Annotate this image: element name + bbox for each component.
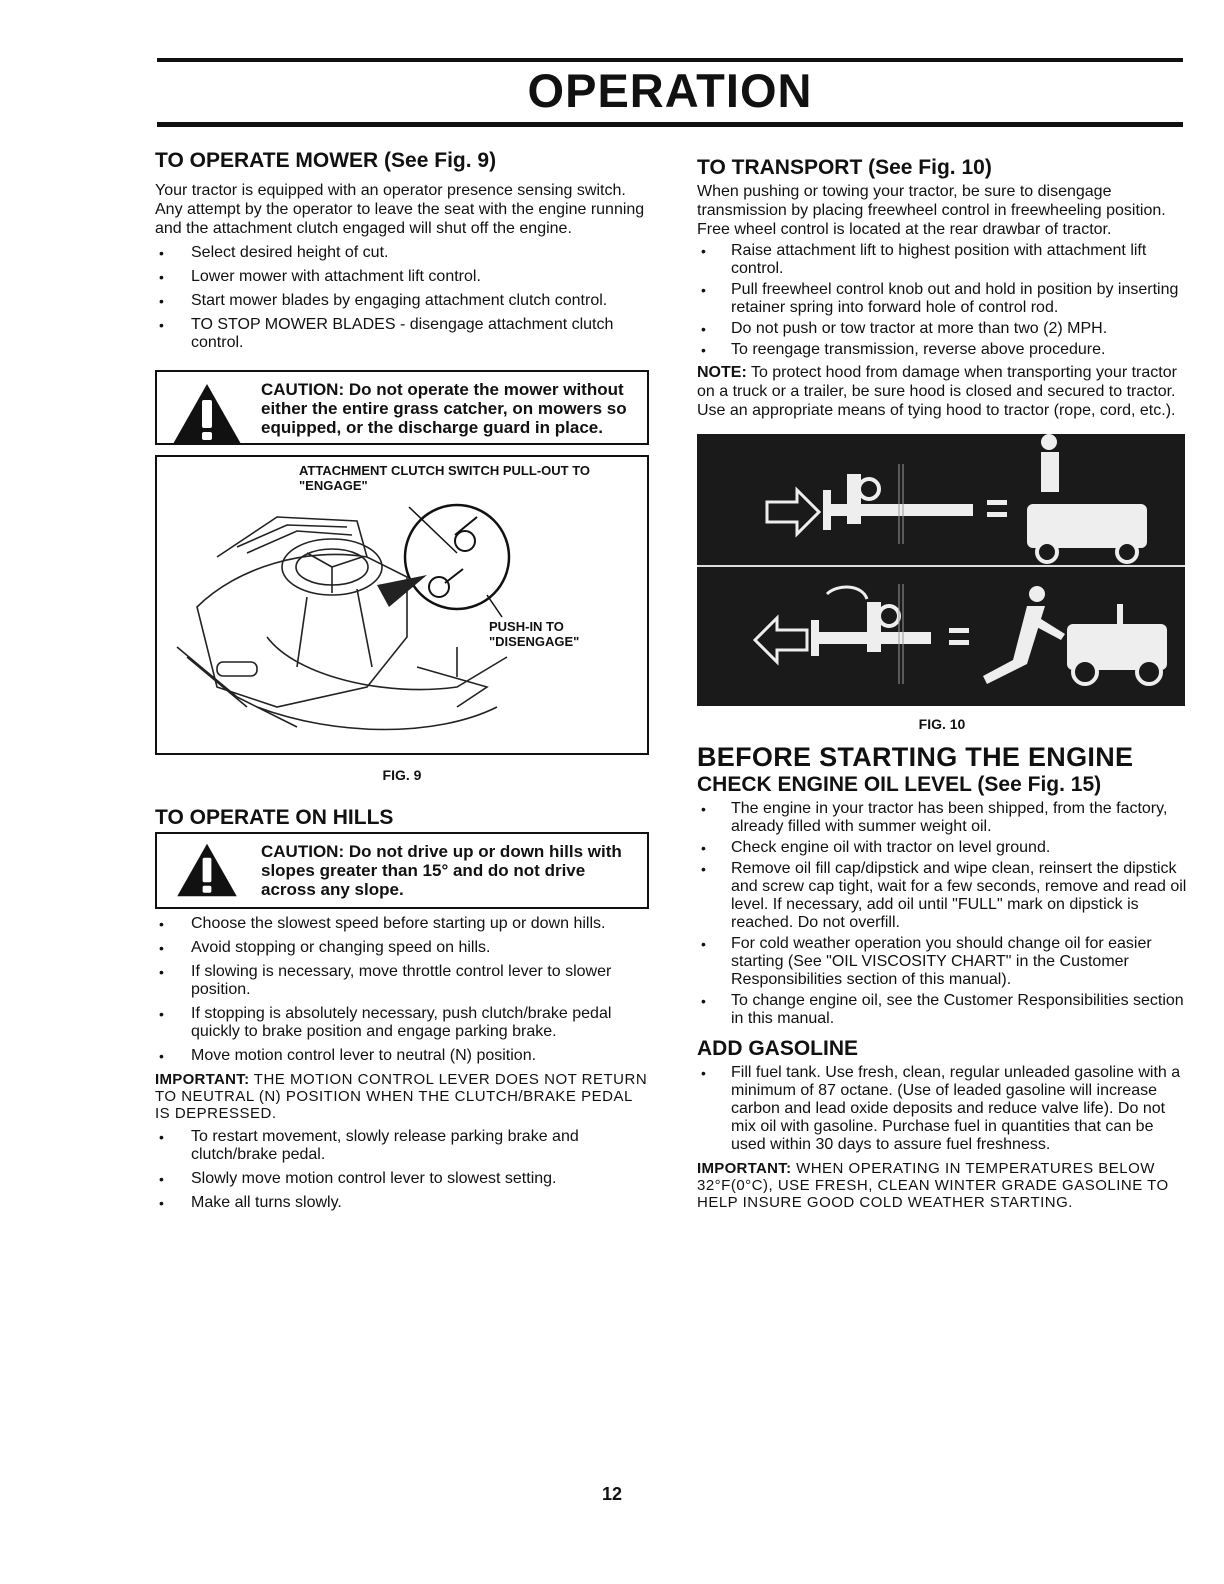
mower-heading: TO OPERATE MOWER (See Fig. 9) bbox=[155, 149, 497, 172]
fig9-callout-engage: ATTACHMENT CLUTCH SWITCH PULL-OUT TO "ENGAGE" bbox=[299, 463, 591, 493]
important-text: WHEN OPERATING IN TEMPERATURES BELOW 32°F(0°C), USE FRESH, CLEAN WINTER GRADE GASOLINE TO HELP INSURE GOOD COLD WEATHER STARTING. bbox=[697, 1160, 1169, 1211]
mower-caution-text: CAUTION: Do not operate the mower without either the entire grass catcher, on mowers so equipped, or the discharge guard in place. bbox=[261, 380, 627, 437]
list-item: • Remove oil fill cap/dipstick and wipe clean, reinsert the dipstick and screw cap tight, wait for a few seconds, remove and read oil level. If necessary, add oil until "FULL" mark on dipstick is reached. Do not overfill. bbox=[697, 860, 1187, 932]
list-item: • The engine in your tractor has been shipped, from the factory, already filled with summer weight oil. bbox=[697, 800, 1187, 836]
list-item: • To restart movement, slowly release parking brake and clutch/brake pedal. bbox=[155, 1128, 649, 1164]
hills-heading: TO OPERATE ON HILLS bbox=[155, 806, 394, 829]
hills-caution-text: CAUTION: Do not drive up or down hills with slopes greater than 15° and do not drive across any slope. bbox=[261, 842, 622, 899]
right-column bbox=[697, 155, 1187, 1211]
before-starting-heading: BEFORE STARTING THE ENGINE bbox=[697, 742, 1134, 772]
gasoline-heading: ADD GASOLINE bbox=[697, 1037, 859, 1060]
warning-triangle-icon bbox=[171, 842, 243, 898]
list-item: • To reengage transmission, reverse above procedure. bbox=[697, 341, 1187, 359]
list-item: • To change engine oil, see the Customer Responsibilities section in this manual. bbox=[697, 992, 1187, 1028]
important-label: IMPORTANT: bbox=[697, 1160, 792, 1177]
transport-intro: When pushing or towing your tractor, be sure to disengage transmission by placing freewheel control in freewheeling position. Free wheel control is located at the rear drawbar of tractor. bbox=[697, 183, 1166, 238]
list-item: • Choose the slowest speed before starting up or down hills. bbox=[155, 915, 649, 933]
fig10-figure bbox=[697, 434, 1185, 706]
gasoline-important bbox=[697, 1160, 1187, 1211]
transport-steps bbox=[697, 242, 1187, 359]
list-item: • Raise attachment lift to highest position with attachment lift control. bbox=[697, 242, 1187, 278]
hills-caution-box bbox=[155, 832, 649, 909]
list-item: • Make all turns slowly. bbox=[155, 1194, 649, 1212]
list-item: • Move motion control lever to neutral (N) position. bbox=[155, 1047, 649, 1065]
list-item: • Select desired height of cut. bbox=[155, 244, 649, 262]
list-item: • Start mower blades by engaging attachment clutch control. bbox=[155, 292, 649, 310]
list-item: • Lower mower with attachment lift control. bbox=[155, 268, 649, 286]
list-item: • If slowing is necessary, move throttle control lever to slower position. bbox=[155, 963, 649, 999]
list-item: • Slowly move motion control lever to slowest setting. bbox=[155, 1170, 649, 1188]
freewheel-control-illustration bbox=[697, 434, 1185, 706]
list-item: • Pull freewheel control knob out and hold in position by inserting retainer spring into forward hole of control rod. bbox=[697, 281, 1187, 317]
list-item: • Do not push or tow tractor at more than two (2) MPH. bbox=[697, 320, 1187, 338]
fig9-label: FIG. 9 bbox=[382, 767, 422, 783]
hills-steps bbox=[155, 915, 649, 1065]
oil-heading: CHECK ENGINE OIL LEVEL (See Fig. 15) bbox=[697, 773, 1102, 796]
important-text: THE MOTION CONTROL LEVER DOES NOT RETURN TO NEUTRAL (N) POSITION WHEN THE CLUTCH/BRAKE PEDAL IS DEPRESSED. bbox=[155, 1071, 648, 1122]
gasoline-steps bbox=[697, 1064, 1187, 1154]
transport-note bbox=[697, 363, 1187, 420]
list-item: • For cold weather operation you should change oil for easier starting (See "OIL VISCOSITY CHART" in the Customer Responsibilities section of this manual). bbox=[697, 935, 1187, 989]
transport-heading: TO TRANSPORT (See Fig. 10) bbox=[697, 156, 992, 179]
list-item: • Check engine oil with tractor on level ground. bbox=[697, 839, 1187, 857]
list-item: • TO STOP MOWER BLADES - disengage attachment clutch control. bbox=[155, 316, 649, 352]
hills-steps-2 bbox=[155, 1128, 649, 1212]
mower-caution-box bbox=[155, 370, 649, 445]
note-text: To protect hood from damage when transporting your tractor on a truck or a trailer, be sure hood is closed and secured to tractor. Use an appropriate means of tying hood to tractor (rope, cord, etc.). bbox=[697, 364, 1177, 419]
note-label: NOTE: bbox=[697, 364, 747, 381]
list-item: • Avoid stopping or changing speed on hills. bbox=[155, 939, 649, 957]
tractor-clutch-illustration bbox=[157, 457, 647, 753]
header-rule-bottom bbox=[157, 122, 1183, 127]
fig9-callout-disengage: PUSH-IN TO "DISENGAGE" bbox=[489, 619, 580, 649]
mower-intro: Your tractor is equipped with an operator presence sensing switch. Any attempt by the operator to leave the seat with the engine running and the attachment clutch engaged will shut off the engine. bbox=[155, 182, 645, 237]
fig10-label: FIG. 10 bbox=[918, 716, 966, 732]
warning-triangle-icon bbox=[171, 382, 243, 446]
fig9-figure bbox=[155, 455, 649, 755]
oil-steps bbox=[697, 800, 1187, 1028]
left-column bbox=[155, 148, 649, 1212]
list-item: • If stopping is absolutely necessary, push clutch/brake pedal quickly to brake position and engage parking brake. bbox=[155, 1005, 649, 1041]
page-number: 12 bbox=[601, 1484, 623, 1504]
mower-steps bbox=[155, 244, 649, 352]
header-rule-top bbox=[157, 58, 1183, 62]
hills-important bbox=[155, 1071, 649, 1122]
page-title: OPERATION bbox=[527, 64, 813, 117]
important-label: IMPORTANT: bbox=[155, 1071, 250, 1088]
list-item: • Fill fuel tank. Use fresh, clean, regular unleaded gasoline with a minimum of 87 octane. (Use of leaded gasoline will increase carbon and lead oxide deposits and reduce valve life). Do not mix oil with gasoline. Purchase fuel in quantities that can be used within 30 days to assure fuel freshness. bbox=[697, 1064, 1187, 1154]
